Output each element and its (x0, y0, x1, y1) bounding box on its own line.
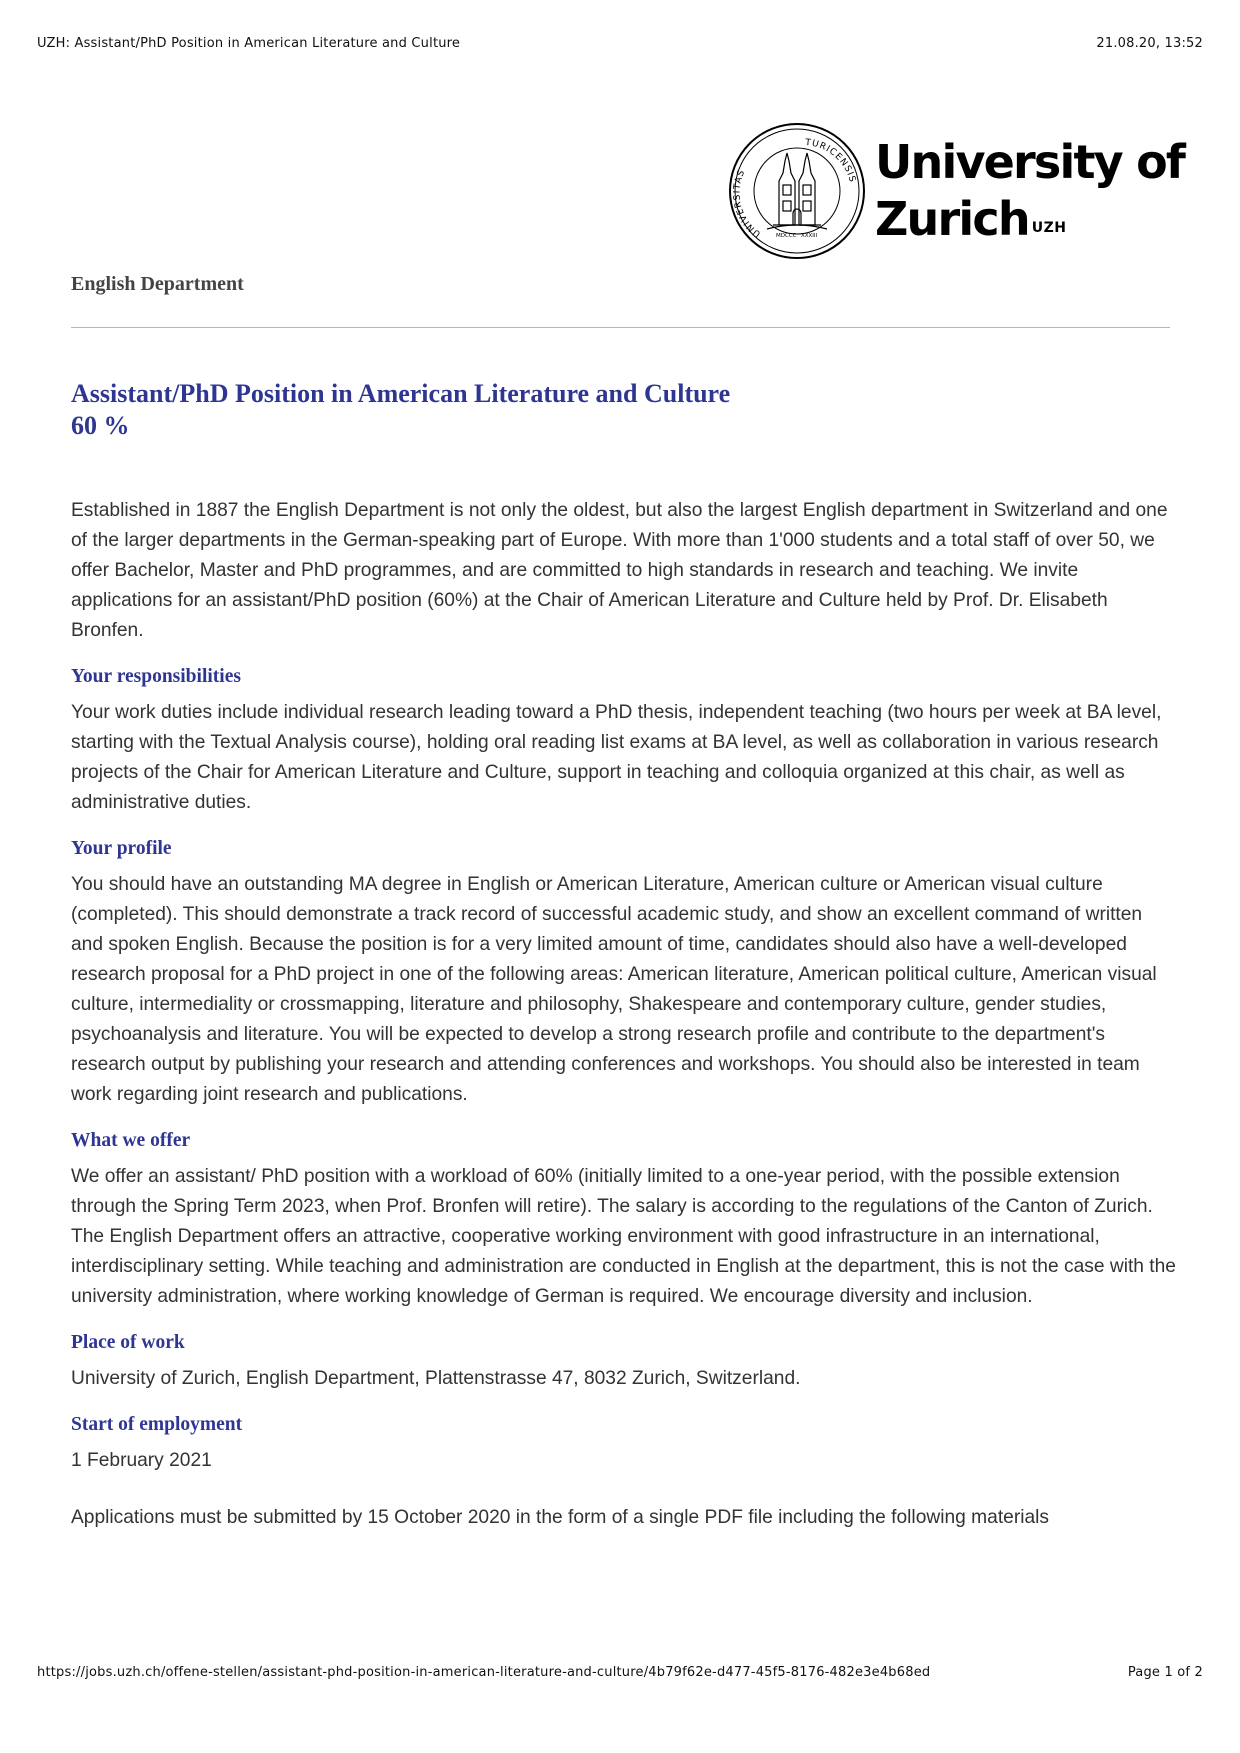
header-divider (71, 327, 1170, 328)
intro-paragraph: Established in 1887 the English Department is not only the oldest, but also the largest English department in Switzerland and one of the larger departments in the German-speaking part of Europe. With more than 1'000 students and a total staff of over 50, we offer Bachelor, Master and PhD programmes, and are committed to high standards in research and teaching. We invite applications for an assistant/PhD position (60%) at the Chair of American Literature and Culture held by Prof. Dr. Elisabeth Bronfen. (71, 500, 1168, 641)
job-description (71, 496, 1176, 1533)
seal-text-right: TURICENSIS (804, 137, 858, 184)
university-logo[interactable] (727, 121, 1184, 261)
section-heading-profile: Your profile (71, 838, 172, 859)
section-body-place: University of Zurich, English Department, Plattenstrasse 47, 8032 Zurich, Switzerland. (71, 1368, 801, 1389)
print-footer-url[interactable]: https://jobs.uzh.ch/offene-stellen/assistant-phd-position-in-american-literature-and-culture/4b79f62e-d477-45f5-8176-482e3e4b68ed (37, 1665, 931, 1680)
section-heading-start: Start of employment (71, 1414, 243, 1435)
seal-year-left: MDCCC (776, 233, 797, 239)
wordmark-line1: University of (875, 135, 1185, 189)
university-seal-icon (727, 121, 867, 261)
department-name: English Department (71, 273, 244, 295)
svg-text:UNIVERSITAS (732, 168, 762, 239)
section-heading-offer: What we offer (71, 1130, 191, 1151)
seal-text-left: UNIVERSITAS (732, 168, 763, 239)
print-footer-page: Page 1 of 2 (1127, 1665, 1203, 1680)
print-header-title: UZH: Assistant/PhD Position in American Literature and Culture (37, 36, 461, 51)
wordmark-line2: Zurich (875, 192, 1029, 246)
print-header-datetime: 21.08.20, 13:52 (1096, 36, 1203, 51)
wordmark-line2-wrap (875, 191, 1184, 248)
title-line1: Assistant/PhD Position in American Literature and Culture (71, 379, 731, 408)
section-body-responsibilities: Your work duties include individual research leading toward a PhD thesis, independent teaching (two hours per week at BA level, starting with the Textual Analysis course), holding oral reading list exams at BA level, as well as collaboration in various research projects of the Chair for American Literature and Culture, support in teaching and colloquia organized at this chair, as well as administrative duties. (71, 702, 1162, 813)
university-wordmark (875, 134, 1184, 248)
application-paragraph: Applications must be submitted by 15 October 2020 in the form of a single PDF file including the following materials (71, 1507, 1050, 1528)
page-title (71, 378, 730, 442)
section-body-profile: You should have an outstanding MA degree in English or American Literature, American culture or American visual culture (completed). This should demonstrate a track record of successful academic study, and show an excellent command of written and spoken English. Because the position is for a very limited amount of time, candidates should also have a well-developed research proposal for a PhD project in one of the following areas: American literature, American political culture, American visual culture, intermediality or crossmapping, literature and philosophy, Shakespeare and contemporary culture, gender studies, psychoanalysis and literature. You will be expected to develop a strong research profile and contribute to the department's research output by publishing your research and attending conferences and workshops. You should also be interested in team work regarding joint research and publications. (71, 874, 1157, 1105)
print-header (37, 36, 1203, 51)
section-heading-place: Place of work (71, 1332, 185, 1353)
wordmark-superscript: UZH (1031, 220, 1067, 236)
section-body-offer: We offer an assistant/ PhD position with a workload of 60% (initially limited to a one-year period, with the possible extension through the Spring Term 2023, when Prof. Bronfen will retire). The salary is according to the regulations of the Canton of Zurich. The English Department offers an attractive, cooperative working environment with good infrastructure in an international, interdisciplinary setting. While teaching and administration are conducted in English at the department, this is not the case with the university administration, where working knowledge of German is required. We encourage diversity and inclusion. (71, 1166, 1176, 1307)
print-footer (37, 1665, 1203, 1680)
section-heading-responsibilities: Your responsibilities (71, 666, 241, 687)
seal-year-right: XXXIII (801, 233, 818, 239)
title-line2: 60 % (71, 411, 130, 440)
section-body-start: 1 February 2021 (71, 1450, 212, 1471)
svg-text:TURICENSIS (804, 138, 857, 184)
